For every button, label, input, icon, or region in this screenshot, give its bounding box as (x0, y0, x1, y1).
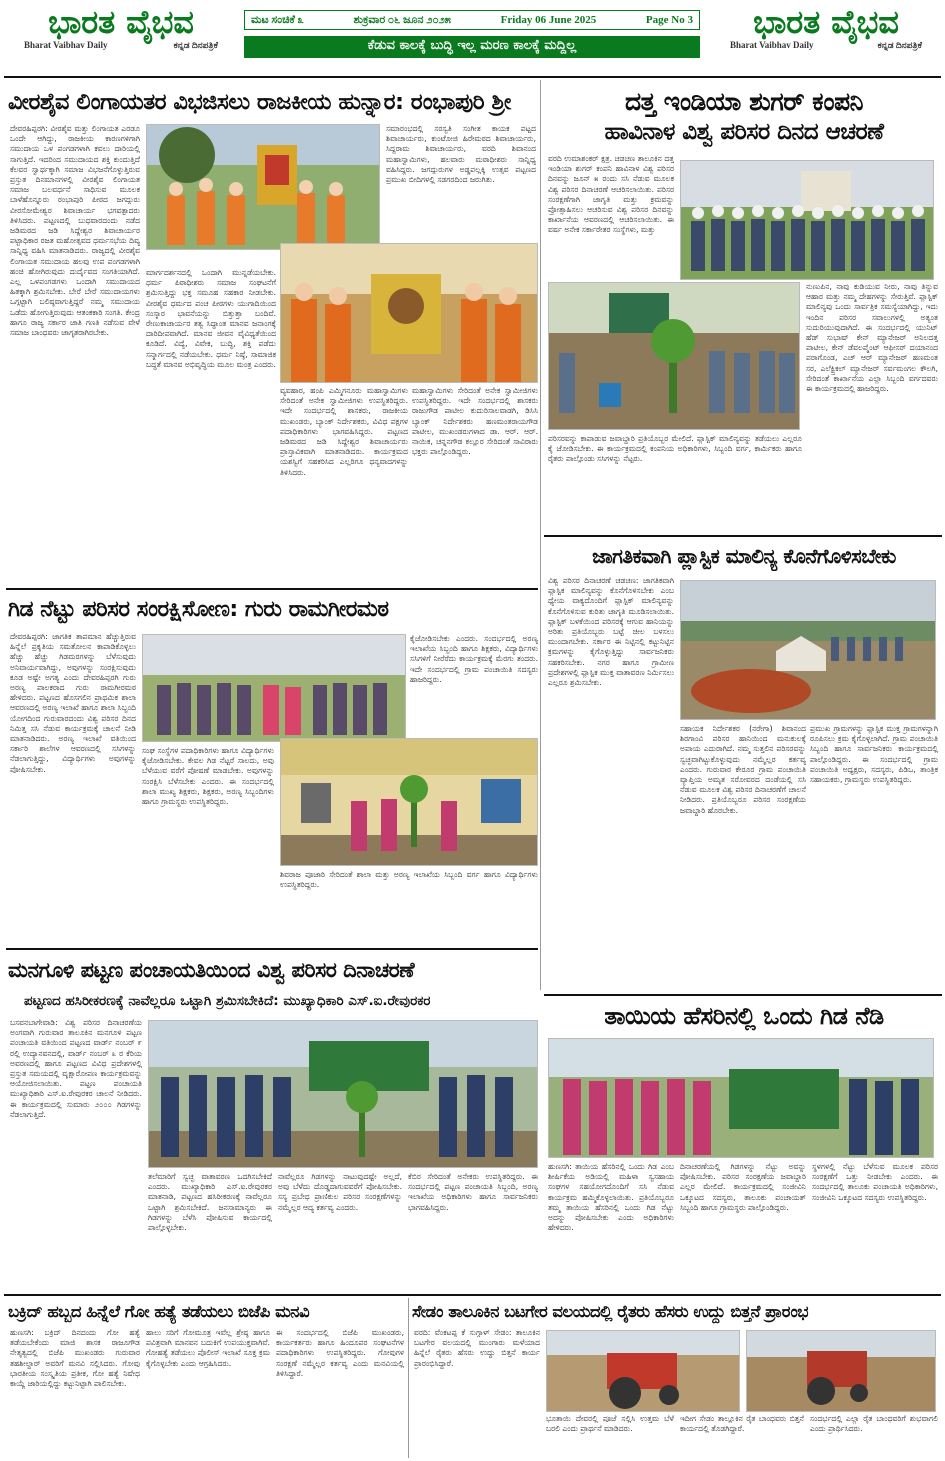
tractor-sowing-photo (546, 1330, 740, 1412)
lake-planting-image (681, 581, 936, 720)
article-body: ವರದಿ ಉಮಾಶಂಕರ್ ಕ್ಷತ್ರ. ಚಡಚಣ ತಾಲೂಕಿನ ದತ್ತ ಇಂಡಿಯಾ ಶುಗರ್ ಕಂಪನಿ ಹಾವಿನಾಳ ವಿಶ್ವ ಪರಿಸರ ದಿನವನ್ನು ಜೂನ್ ೫ ರಂದು ಸಸಿ ನೆಡುವ ಮೂಲಕ ವಿಶ್ವ ಪರಿಸರ ದಿನಾಚರಣೆ ಆಚರಿಸಲಾಯಿತು. ಪರಿಸರ ಸಂರಕ್ಷಣೆಗಾಗಿ ಜಾಗೃತಿ ಮತ್ತು ಕ್ರಮವನ್ನು ಪ್ರೋತ್ಸಾಹಿಸಲು ಆಚರಿಸುವ ವಿಶ್ವ ಪರಿಸರ ದಿನವನ್ನು ಕಾರ್ಖಾನೆಯ ಆವರಣದಲ್ಲಿ ಆಚರಿಸಲಾಯಿತು. ಈ ವರ್ಷ ಅನೇಕ ಸರ್ಕಾರೇತರ ಸಂಸ್ಥೆಗಳು, ಮತ್ತು (548, 154, 674, 235)
article-body: ನುಣುಪಿನ, ನಾವು ಕುಡಿಯುವ ನೀರು, ನಾವು ತಿನ್ನುವ ಆಹಾರ ಮತ್ತು ನಮ್ಮ ದೇಹಗಳನ್ನು ಸೇರುತ್ತಿವೆ. ಪ್ಲಾಸ್ಟಿಕ್ ಮಾಲಿನ್ಯವು ಒಂದು ಸಾರ್ವತ್ರಿಕ ಸಮಸ್ಯೆಯಾಗಿದ್ದು, ಇದು ಇಂದಿನ ಪರಿಸರ ಸವಾಲುಗಳಲ್ಲಿ ಅತ್ಯಂತ ಸುದುರಿಯುವುದಾಗಿದೆ. ಈ ಸಂದರ್ಭದಲ್ಲಿ ಯುನಿಟ್ ಹೆಡ್ ಸುಭಾಷ್ ಕೇನ್ ಮ್ಯಾನೇಜರ್ ಅನಿಲದತ್ತ ಪಾಟೀಲ, ಕೇನ್ ಡೆವಲಪ್ಮೆಂಟ್ ಆಫೀಸರ್ ದಯಾನಂದ ಪರಾಗೊಂಡ, ಎಚ್ ಆರ್ ಮ್ಯಾನೇಜರ್ ಹಣಮಂತ ಸರ, ಎಲೆಕ್ಟ್ರಿಕಲ್ ಮ್ಯಾನೇಜರ್ ಸರ್ವಮಂಗಲ ಕೌಲಗಿ, ಸೇರಿದಂತೆ ಕಾರ್ಖಾನೆಯ ಎಲ್ಲಾ ಸಿಬ್ಬಂದಿ ವರ್ಗದವರು ಈ ಕಾರ್ಯಕ್ರಮದಲ್ಲಿ ಹಾಜರಿದ್ದರು. (806, 282, 938, 394)
article-body: ತಲೆಮಾರಿಗೆ ಸ್ವಚ್ಛ ವಾತಾವರಣ ಒದಗಿಸಬೇಕಿದೆ ಎಂದರು. ಮುಖ್ಯಾಧಿಕಾರಿ ಎಸ್.ಐ.ರೇವುರಕರ ಮಾತನಾಡಿ, ಪಟ್ಟಣದ ಹಸಿರೀಕರಣಕ್ಕೆ ನಾವೆಲ್ಲರೂ ಒಟ್ಟಾಗಿ ಶ್ರಮಿಸಬೇಕಿದೆ. ಜನಸಾಮಾನ್ಯರು ಈ ಗಿಡಗಳನ್ನು ಬೆಳೆಸಿ ಪೋಷಿಸುವ ಕಾರ್ಯದಲ್ಲಿ ಪಾಲ್ಗೊಳ್ಳಬೇಕು. (148, 1172, 272, 1233)
article-body: ಇದೀಗ ಸೇಡಂ ತಾಲ್ಲೂಕಿನ ರೈತ ಬಾಂಧವರು ಬಿತ್ತನೆ ಕಾರ್ಯದಲ್ಲಿ ತೊಡಗಿದ್ದಾರೆ. (680, 1414, 804, 1434)
procession-photo (146, 124, 380, 250)
article-body: ಈ ಸಂದರ್ಭದಲ್ಲಿ ಬಿಜೆಪಿ ಮುಖಂಡರು, ಕಾರ್ಯಕರ್ತರು ಹಾಗೂ ಹಿಂದೂಪರ ಸಂಘಟನೆಗಳ ಪದಾಧಿಕಾರಿಗಳು ಉಪಸ್ಥಿತರಿದ್ದರು. ಗೋವುಗಳ ಸಂರಕ್ಷಣೆ ನಮ್ಮೆಲ್ಲರ ಕರ್ತವ್ಯ ಎಂದು ಮನವಿಯಲ್ಲಿ ತಿಳಿಸಿದ್ದಾರೆ. (276, 1328, 404, 1378)
tree-planting-image (549, 283, 800, 430)
section-rule (544, 535, 942, 537)
article-body: ಮಹಾಸ್ವಾಮಿಗಳು ಸೇರಿದಂತೆ ಅನೇಕ ಸ್ವಾಮೀಜಿಗಳು ಉಪಸ್ಥಿತರಿದ್ದರು. ಇದೇ ಸಂದರ್ಭದಲ್ಲಿ ಶಾಸಕರು ರಾಜುಗೌಡ ಪಾಟೀಲ ಕುದುರಿಸಾಲವಾಡಗಿ, ಡಿಸಿಸಿ ಬ್ಯಾಂಕ್ ನಿರ್ದೇಶಕರು ಹಣಮಂತರಾಯಗೌಡ ಪಾಟೀಲ, ಮುಖಂಡರುಗಳಾದ ಡಾ. ಆರ್. ಆರ್. ನಾಯಿಕ, ಚನ್ನನಗೌಡ ಕಲ್ಲೂರ ಸೇರಿದಂತೆ ಸಾವಿರಾರು ಭಕ್ತರು ಪಾಲ್ಗೊಂಡಿದ್ದರು. (412, 386, 538, 457)
article-body: ದಿನಾಚರಣೆಯಲ್ಲಿ ಗಿಡಗಳನ್ನು ನೆಟ್ಟು ಅವನ್ನು ಪೋಷಿಸಬೇಕು. ಪರಿಸರ ಸಂರಕ್ಷಣೆಯ ಜವಾಬ್ದಾರಿ ಎಲ್ಲರ ಮೇಲಿದೆ. ಕಾರ್ಯಕ್ರಮದಲ್ಲಿ ಸಂಜೀವಿನಿ ಒಕ್ಕೂಟದ ಸದಸ್ಯರು, ತಾಲೂಕು ಪಂಚಾಯತ್ ಸಿಬ್ಬಂದಿ ಹಾಗೂ ಗ್ರಾಮಸ್ಥರು ಪಾಲ್ಗೊಂಡಿದ್ದರು. (680, 1162, 806, 1212)
environment-day-group-photo (680, 160, 934, 280)
article-body: ಹಾಲು ಸರಿಗೆ ಗೋಮೂತ್ರ ಇವೆಲ್ಲ ಶ್ರೇಷ್ಠ ಹಾಗೂ ಪವಿತ್ರವಾಗಿ ಮಾನವನ ಬದುಕಿಗೆ ಉಪಯುಕ್ತವಾಗಿವೆ. ಗೋಹತ್ಯೆ ತಡೆಯಲು ಪೊಲೀಸ್ ಇಲಾಖೆ ಸೂಕ್ತ ಕ್ರಮ ಕೈಗೊಳ್ಳಬೇಕು ಎಂದು ಆಗ್ರಹಿಸಿದರು. (146, 1328, 270, 1368)
article-body: ಹುಣಸಗಿ: ತಾಯಿಯ ಹೆಸರಿನಲ್ಲಿ ಒಂದು ಗಿಡ ಎಂಬ ಶೀರ್ಷಿಕೆಯ ಅಡಿಯಲ್ಲಿ ಮಹಿಳಾ ಸ್ವಸಹಾಯ ಸಂಘಗಳ ಸಹಯೋಗದೊಂದಿಗೆ ಸಸಿ ನೆಡುವ ಕಾರ್ಯಕ್ರಮ ಹಮ್ಮಿಕೊಳ್ಳಲಾಯಿತು. ಪ್ರತಿಯೊಬ್ಬರೂ ತಮ್ಮ ತಾಯಿಯ ಹೆಸರಿನಲ್ಲಿ ಒಂದು ಗಿಡ ನೆಟ್ಟು ಅದನ್ನು ಪೋಷಿಸಬೇಕು ಎಂದು ಅಧಿಕಾರಿಗಳು ಹೇಳಿದರು. (548, 1162, 674, 1233)
article-body: ಮಾರ್ಗದರ್ಶನದಲ್ಲಿ ಒಂದಾಗಿ ಮುನ್ನಡೆಯಬೇಕು. ಧರ್ಮ ಪಿಠಾಧೀಶರು ಸಮಾಜ ಸಂಘಟನೆಗೆ ಶ್ರಮಿಸುತ್ತಿದ್ದು ಭಕ್ತ ಸಮೂಹ ಸಹಕಾರ ನೀಡಬೇಕು. ವೀರಶೈವ ಧರ್ಮದ ಪಂಚ ಪೀಠಗಳು ಯುಗಾದಿಯಿಂದ ಸಂಸ್ಕಾರ ಭಾವನೆಯನ್ನು ಬಿತ್ತುತ್ತಾ ಬಂದಿವೆ. ರೇಣುಕಾಚಾರ್ಯರ ತತ್ವ ಸಿದ್ಧಾಂತ ಮಾನವ ಜನಾಂಗಕ್ಕೆ ದಾರಿದೀಪವಾಗಿದೆ. ಮಾನವ ಜೀವನ ವೈವಿಧ್ಯತೆಯಿಂದ ಕೂಡಿದೆ. ವಿದ್ಯೆ, ವಿವೇಕ, ಬುದ್ಧಿ, ಶಕ್ತಿ ಪಡೆದು ಸನ್ಮಾರ್ಗದಲ್ಲಿ ನಡೆಯಬೇಕು. ಧರ್ಮ ನಿಷ್ಠೆ, ಸಾಮಾಜಿಕ ಬದ್ಧತೆ ಮಾನವ ಅಭಿವೃದ್ಧಿಯ ಮೂಲ ಮಂತ್ರ ಎಂದರು. (146, 268, 276, 369)
article-body: ಸಮಾರಂಭದಲ್ಲಿ ಸರಸ್ವತಿ ಸಂಗೀತ ಕಾಯಕ ಪಟ್ಟದ ಶಿವಾಚಾರ್ಯರು, ಕುಂಟೋಜಿ ಹಿರೇಮಠದ ಶಿವಾಚಾರ್ಯರು, ಸಿದ್ದರಾಮ ಶಿವಾಚಾರ್ಯರು, ವರದಿ ಶಿವಾನಂದ ಮಹಾಸ್ವಾಮಿಗಳು, ಹಲವಾರು ಮಠಾಧೀಶರು ಸಾನ್ನಿಧ್ಯ ವಹಿಸಿದ್ದರು. ಜಗದ್ಗುರುಗಳ ಅಡ್ಡಪಲ್ಲಕ್ಕಿ ಉತ್ಸವ ಪಟ್ಟಣದ ಪ್ರಮುಖ ಬೀದಿಗಳಲ್ಲಿ ಸಡಗರದಿಂದ ಜರುಗಿತು. (386, 124, 536, 185)
masthead-left (6, 4, 236, 70)
article-body: ನಾವೆಲ್ಲರೂ ಗಿಡಗಳನ್ನು ನಾಟುವುದಷ್ಟೇ ಅಲ್ಲದೆ, ಅವು ಬೆಳೆದು ದೊಡ್ಡದಾಗುವವರೆಗೆ ಪೋಷಿಸಬೇಕು. ಸಸ್ಯ ಪ್ರಬೇಧ ಪ್ರಾಣಿಕುಲ ಪರಿಸರ ಸಂರಕ್ಷಣೆಗಳನ್ನು ನಮ್ಮೆಲ್ಲರ ಆದ್ಯ ಕರ್ತವ್ಯ ಎಂದರು. (278, 1172, 402, 1212)
article-headline: ಮನಗೂಳಿ ಪಟ್ಟಣ ಪಂಚಾಯತಿಯಿಂದ ವಿಶ್ವ ಪರಿಸರ ದಿನಾಚರಣೆ (8, 958, 415, 982)
article-body: ಸಹಾಯಕ ನಿರ್ದೇಶಕರ (ನರೇಗಾ) ಶಿವಾನಂದ ಶಿರಗಾಂವಿ ಪರಿಸರ ಹಾನಿಯಿಂದ ಮನುಕುಲಕ್ಕೆ ಅಪಾಯ ಎದುರಾಗಿದೆ. ನಮ್ಮ ಸುತ್ತಲಿನ ಪರಿಸರವನ್ನು ಸ್ವಚ್ಛವಾಗಿಟ್ಟುಕೊಳ್ಳುವುದು ನಮ್ಮೆಲ್ಲರ ಕರ್ತವ್ಯ ಎಂದರು. ಗುರುವಾರ ಕೇರೂರ ಗ್ರಾಮ ಪಂಚಾಯಿತಿ ವ್ಯಾಪ್ತಿಯ ಅಮೃತ ಸರೋವರದ ದಂಡೆಯಲ್ಲಿ ಸಸಿ ನೆಡುವ ಮೂಲಕ ವಿಶ್ವ ಪರಿಸರ ದಿನಾಚರಣೆಗೆ ಚಾಲನೆ ನೀಡಿದರು. ಪ್ರತಿಯೊಬ್ಬರೂ ಪರಿಸರ ಸಂರಕ್ಷಣೆಯ ಜವಾಬ್ದಾರಿ ಹೊರಬೇಕು. (680, 724, 806, 815)
school-planting-photo (280, 738, 538, 866)
article-body: ಭೂತಾಯಿ ದೇವರಲ್ಲಿ ಪೂಜೆ ಸಲ್ಲಿಸಿ ಉತ್ತಮ ಬೆಳೆ ಬರಲಿ ಎಂದು ಪ್ರಾರ್ಥನೆ ಮಾಡಿದರು. (546, 1414, 674, 1434)
tractor-field-image (747, 1331, 936, 1412)
lake-planting-photo (680, 580, 936, 720)
article-headline: ದತ್ತ ಇಂಡಿಯಾ ಶುಗರ್ ಕಂಪನಿ (624, 87, 864, 116)
article-body: ಸ್ಥಳಗಳಲ್ಲಿ ನೆಟ್ಟು ಬೆಳೆಸುವ ಮೂಲಕ ಪರಿಸರ ಸಂರಕ್ಷಣೆಗೆ ಒತ್ತು ನೀಡಬೇಕು ಎಂದರು. ಈ ಸಂದರ್ಭದಲ್ಲಿ ತಾಲೂಕು ಪಂಚಾಯತಿ ಅಧಿಕಾರಿಗಳು, ಸಂಜೀವಿನಿ ಒಕ್ಕೂಟದ ಸದಸ್ಯರು ಉಪಸ್ಥಿತರಿದ್ದರು. (812, 1162, 938, 1202)
panchayat-planting-image (149, 1021, 538, 1168)
tractor-sowing-image (547, 1331, 740, 1412)
tractor-field-photo (746, 1330, 936, 1412)
stage-photo (280, 243, 538, 383)
article-headline: ತಾಯಿಯ ಹೆಸರಿನಲ್ಲಿ ಒಂದು ಗಿಡ ನೆಡಿ (604, 1002, 884, 1030)
slogan-bar: ಕೆಡುವ ಕಾಲಕ್ಕೆ ಬುದ್ಧಿ ಇಲ್ಲ ಮರಣ ಕಾಲಕ್ಕೆ ಮದ್ದಿಲ್ಲ (244, 36, 700, 58)
stage-photo-image (281, 244, 538, 383)
article-body: ದೇವರಹಿಪ್ಪರಗಿ: ವೀರಶೈವ ಮತ್ತು ಲಿಂಗಾಯತ ಎರಡೂ ಒಂದೇ ಆಗಿದ್ದು, ರಾಜಕೀಯ ಕಾರಣಗಳಿಗಾಗಿ ಸಮುದಾಯ ಒಳ ಪಂಗಡಗಳಾಗಿ ಕವಲು ದಾರಿಯಲ್ಲಿ ಸಾಗುತ್ತಿದೆ. ಇದರಿಂದ ಸಮುದಾಯದ ಶಕ್ತಿ ಕುಂದುತ್ತಿದೆ ಕೆಲವರ ಸ್ವಾರ್ಥಕ್ಕಾಗಿ ಸಮಾಜ ವಿಭಜನೆಗೊಳ್ಳುತ್ತಿರುವ ಪ್ರಸ್ತುತ ದಿನಮಾನಗಳಲ್ಲಿ ವೀರಶೈವ ಲಿಂಗಾಯತ ಸಮಾಜ ಬಲವರ್ಧನೆ ಸಾಧಿಸುವ ಮೂಲಕ ಬಾಳೆಹೊನ್ನೂರು ರಂಭಾಪುರಿ ಪೀಠದ ಜಗದ್ಗುರು ವೀರಸೋಮೇಶ್ವರ ಶಿವಾಚಾರ್ಯ ಭಗವತ್ಪಾದರು ತಿಳಿಸಿದರು. ಪಟ್ಟಣದಲ್ಲಿ ಬುಧವಾರದಂದು ನಡೆದ ಜಡಿಮಠದ ಜಡಿ ಸಿದ್ದೇಶ್ವರ ಶಿವಾಚಾರ್ಯರ ಪಟ್ಟಾಧಿಕಾರ ರಜತ ಮಹೋತ್ಸವದ ಧರ್ಮಸಭೆಯ ದಿವ್ಯ ಸಾನ್ನಿಧ್ಯ ವಹಿಸಿ ಮಾತನಾಡಿದರು. ರಾಜ್ಯದಲ್ಲಿ ವೀರಶೈವ ಲಿಂಗಾಯತ ಸಮುದಾಯ ಹಲವು ಉಪ ಪಂಗಡಗಳಾಗಿ ಹಂಚಿ ಹೋಗಿರುವುದು ದುರ್ದೈವದ ಸಂಗತಿಯಾಗಿದೆ. ಎಲ್ಲ ಒಳಪಂಗಡಗಳು ಒಂದಾಗಿ ಸಮುದಾಯದ ಹಿತಕ್ಕಾಗಿ ಶ್ರಮಿಸಬೇಕು. ಬೇರೆ ಬೇರೆ ಸಮುದಾಯಗಳು ಒಗ್ಗಟ್ಟಾಗಿ ಬಲಿಷ್ಠವಾಗುತ್ತಿದ್ದರೆ ನಮ್ಮ ಸಮುದಾಯ ಒಡೆದು ಹೋಗುತ್ತಿರುವುದು ಆತಂಕಕಾರಿ ಸಂಗತಿ. ಕೇಂದ್ರ ಹಾಗೂ ರಾಜ್ಯ ಸರ್ಕಾರ ಜಾತಿ ಗಣತಿ ನಡೆಸುವ ವೇಳೆ ಸಮಾಜ ಬಾಂಧವರು ಜಾಗೃತರಾಗಿರಬೇಕು. (10, 124, 140, 338)
issue-meta-bar (244, 10, 700, 30)
mother-tree-image (549, 1039, 934, 1158)
masthead-tagline-kn: ಕನ್ನಡ ದಿನಪತ್ರಿಕೆ (173, 40, 218, 50)
page-number: Page No 3 (645, 14, 693, 26)
section-rule (544, 994, 942, 996)
masthead-tagline-en: Bharat Vaibhav Daily (24, 40, 108, 50)
article-headline: ಬಕ್ರಿದ್ ಹಬ್ಬದ ಹಿನ್ನೆಲೆ ಗೋ ಹತ್ಯೆ ತಡೆಯಲು ಬಿಜೆಪಿ ಮನವಿ (8, 1302, 310, 1321)
section-rule (6, 588, 538, 590)
section-rule (4, 1294, 941, 1296)
article-headline: ವೀರಶೈವ ಲಿಂಗಾಯತರ ವಿಭಜಿಸಲು ರಾಜಕೀಯ ಹುನ್ನಾರ: ರಂಭಾಪುರಿ ಶ್ರೀ (8, 89, 511, 115)
article-body: ವರದಿ: ವೆಂಕಟಪ್ಪ ಕೆ ಸುಗ್ಗಾಳ್ ಸೇಡಂ: ತಾಲೂಕಿನ ಬಟಗೇರ ವಲಯದಲ್ಲಿ ಮುಂಗಾರು ಮಳೆಯಾದ ಹಿನ್ನೆಲೆ ರೈತರು ಹೆಸರು ಉದ್ದು ಬಿತ್ತನೆ ಕಾರ್ಯ ಪ್ರಾರಂಭಿಸಿದ್ದಾರೆ. (414, 1328, 540, 1368)
article-body: ಪರಿಸರವನ್ನು ಕಾಪಾಡುವ ಜವಾಬ್ದಾರಿ ಪ್ರತಿಯೊಬ್ಬರ ಮೇಲಿದೆ. ಪ್ಲಾಸ್ಟಿಕ್ ಮಾಲಿನ್ಯವನ್ನು ತಡೆಯಲು ಎಲ್ಲರೂ ಕೈ ಜೋಡಿಸಬೇಕು. ಈ ಕಾರ್ಯಕ್ರಮದಲ್ಲಿ ಕಂಪನಿಯ ಅಧಿಕಾರಿಗಳು, ಸಿಬ್ಬಂದಿ ವರ್ಗ, ಕಾರ್ಮಿಕರು ಹಾಗೂ ರೈತರು ಪಾಲ್ಗೊಂಡು ಸಸಿಗಳನ್ನು ನೆಟ್ಟರು. (548, 434, 802, 464)
school-planting-image (281, 739, 538, 866)
article-body: ಪ್ರಮುಖ ಗ್ರಾಮಗಳನ್ನು ಪ್ಲಾಸ್ಟಿಕ ಮುಕ್ತ ಗ್ರಾಮಗಳನ್ನಾಗಿ ರೂಪಿಸಲು ಕ್ರಮ ಕೈಗೊಳ್ಳಲಾಗಿದೆ. ಗ್ರಾಮ ಪಂಚಾಯಿತಿ ಸಿಬ್ಬಂದಿ ಹಾಗೂ ಸಾರ್ವಜನಿಕರು ಕಾರ್ಯಕ್ರಮದಲ್ಲಿ ಪಾಲ್ಗೊಂಡಿದ್ದರು. ಈ ಸಂದರ್ಭದಲ್ಲಿ ಗ್ರಾಮ ಪಂಚಾಯಿತಿ ಅಧ್ಯಕ್ಷರು, ಸದಸ್ಯರು, ಪಿಡಿಒ, ತಾಂತ್ರಿಕ ಸಹಾಯಕರು, ಗ್ರಾಮಸ್ಥರು ಉಪಸ್ಥಿತರಿದ್ದರು. (810, 724, 938, 785)
article-subheadline: ಪಟ್ಟಣದ ಹಸಿರೀಕರಣಕ್ಕೆ ನಾವೆಲ್ಲರೂ ಒಟ್ಟಾಗಿ ಶ್ರಮಿಸಬೇಕಿದೆ: ಮುಖ್ಯಾಧಿಕಾರಿ ಎಸ್.ಐ.ರೇವುರಕರ (24, 993, 431, 1009)
procession-photo-image (147, 125, 380, 250)
article-body: ಕೆಬಿರ ಸೇರಿದಂತೆ ಅನೇಕರು ಉಪಸ್ಥಿತರಿದ್ದರು. ಈ ಸಂದರ್ಭದಲ್ಲಿ ಪಟ್ಟಣ ಪಂಚಾಯತಿ ಸಿಬ್ಬಂದಿ, ಅರಣ್ಯ ಇಲಾಖೆಯ ಅಧಿಕಾರಿಗಳು ಹಾಗೂ ಸಾರ್ವಜನಿಕರು ಭಾಗವಹಿಸಿದ್ದರು. (408, 1172, 538, 1212)
masthead-tagline-en-right: Bharat Vaibhav Daily (730, 40, 814, 50)
mother-tree-photo (548, 1038, 934, 1158)
school-group-photo (142, 634, 406, 742)
school-group-image (143, 635, 406, 742)
issue-date-kn: ಶುಕ್ರವಾರ ೦೬ ಜೂನ ೨೦೨೫ (353, 13, 451, 26)
masthead-logo-right: ಭಾರತ ವೈಭವ (753, 3, 899, 41)
masthead-logo-left: ಭಾರತ ವೈಭವ (48, 3, 194, 41)
article-headline: ಸೇಡಂ ತಾಲೂಕಿನ ಬಟಗೇರ ವಲಯದಲ್ಲಿ ರೈತರು ಹೆಸರು ಉದ್ದು ಬಿತ್ತನೆ ಪ್ರಾರಂಭ (412, 1302, 809, 1321)
tree-planting-photo (548, 282, 800, 430)
article-body: ಬಸವನಬಾಗೇವಾಡಿ: ವಿಶ್ವ ಪರಿಸರ ದಿನಾಚರಣೆಯ ಅಂಗವಾಗಿ ಗುರುವಾರ ತಾಲೂಕಿನ ಮನಗೂಳಿ ಪಟ್ಟಣ ಪಂಚಾಯತಿ ವತಿಯಿಂದ ಪಟ್ಟಣದ ವಾರ್ಡ್ ನಂಬರ್ ೯ ರಲ್ಲಿ ಉದ್ಯಾನವನದಲ್ಲಿ, ವಾರ್ಡ್ ನಂಬರ್ ೩ ರ ಕೆರಿಯ ಅವರಣದಲ್ಲಿ ಹಾಗೂ ಪಟ್ಟಣದ ವಿವಿಧ ಪ್ರದೇಶಗಳಲ್ಲಿ ಪ್ರಸ್ತುತ ಸಮಯದಲ್ಲಿ ವೃಕ್ಷಾರೋಪಣ ಕಾರ್ಯಕ್ರಮವನ್ನು ಆಯೋಜಿಸಲಾಯಿತು. ಪಟ್ಟಣ ಪಂಚಾಯತಿ ಮುಖ್ಯಾಧಿಕಾರಿ ಎಸ್.ಐ.ರೇವುರಕರ ಚಾಲನೆ ನೀಡಿದರು. ಈ ಕಾರ್ಯಕ್ರಮದಲ್ಲಿ ಸುಮಾರು ೨೦೦೦ ಗಿಡಗಳನ್ನು ನೆಡಲಾಗುತ್ತಿದೆ. (10, 1018, 142, 1119)
section-rule (6, 948, 538, 950)
center-divider (540, 80, 541, 990)
article-body: ಹುಣಸಗಿ: ಬಕ್ರಿದ್ ದಿನದಂದು ಗೋ ಹತ್ಯೆ ತಡೆಯಬೇಕೆಂದು ಮಾಜಿ ಶಾಸಕ ರಾಜೂಗೌಡ ನೇತೃತ್ವದಲ್ಲಿ ಬಿಜೆಪಿ ಮುಖಂಡರು ಗುರುವಾರ ತಹಶೀಲ್ದಾರ್ ಅವರಿಗೆ ಮನವಿ ಸಲ್ಲಿಸಿದರು. ಗೋವು ಭಾರತೀಯ ಸಂಸ್ಕೃತಿಯ ಪ್ರತೀಕ, ಗೋ ಹತ್ಯೆ ನಿಷೇಧ ಕಾಯ್ದೆ ಜಾರಿಯಲ್ಲಿದ್ದು ಕಟ್ಟುನಿಟ್ಟಾಗಿ ಪಾಲಿಸಬೇಕು. (10, 1328, 140, 1389)
article-body: ಕೈಜೋಡಿಸಬೇಕು ಎಂದರು. ಸಂದರ್ಭದಲ್ಲಿ ಅರಣ್ಯ ಇಲಾಖೆಯ ಸಿಬ್ಬಂದಿ ಹಾಗೂ ಶಿಕ್ಷಕರು, ವಿದ್ಯಾರ್ಥಿಗಳು ಸಸಿಗಳಿಗೆ ನೀರೆರೆದು ಕಾರ್ಯಕ್ರಮಕ್ಕೆ ಮೆರಗು ತಂದರು. ಇದೇ ಸಂದರ್ಭದಲ್ಲಿ ಗ್ರಾಮ ಪಂಚಾಯಿತಿ ಸದಸ್ಯರು ಹಾಜರಿದ್ದರು. (410, 634, 538, 684)
article-headline: ಜಾಗತಿಕವಾಗಿ ಪ್ಲಾಸ್ಟಿಕ ಮಾಲಿನ್ಯ ಕೊನೆಗೊಳಿಸಬೇಕು (592, 544, 896, 568)
article-body: ವಿಶ್ವ ಪರಿಸರ ದಿನಾಚರಣೆ ಚಡಚಣ: ಜಾಗತಿಕವಾಗಿ ಪ್ಲಾಸ್ಟಿಕ ಮಾಲಿನ್ಯವನ್ನು ಕೊನೆಗೊಳಿಸಬೇಕು ಎಂಬ ಧ್ಯೇಯ ವಾಕ್ಯದೊಂದಿಗೆ ಪ್ಲಾಸ್ಟಿಕ್ ಮಾಲಿನ್ಯವನ್ನು ಕೊನೆಗೊಳಿಸುವ ಕುರಿತು ಜಾಗೃತಿ ಮೂಡಿಸಲಾಯಿತು. ಪ್ಲಾಸ್ಟಿಕ್ ಬಳಕೆಯಿಂದ ಪರಿಸರಕ್ಕೆ ಆಗುವ ಹಾನಿಯನ್ನು ಅರಿತು ಪ್ರತಿಯೊಬ್ಬರು ಬಟ್ಟೆ ಚೀಲ ಬಳಸಲು ಮುಂದಾಗಬೇಕು. ಸರ್ಕಾರ ಈ ನಿಟ್ಟಿನಲ್ಲಿ ಕಟ್ಟುನಿಟ್ಟಿನ ಕ್ರಮಗಳನ್ನು ಕೈಗೊಳ್ಳುತ್ತಿದ್ದು ಸಾರ್ವಜನಿಕರು ಸಹಕರಿಸಬೇಕು. ನಗರ ಹಾಗೂ ಗ್ರಾಮೀಣ ಪ್ರದೇಶಗಳಲ್ಲಿ ಪ್ಲಾಸ್ಟಿಕ ಮುಕ್ತ ವಾತಾವರಣ ನಿರ್ಮಿಸಲು ಎಲ್ಲರೂ ಶ್ರಮಿಸಬೇಕು. (548, 576, 674, 688)
article-headline: ಹಾವಿನಾಳ ವಿಶ್ವ ಪರಿಸರ ದಿನದ ಆಚರಣೆ (604, 119, 884, 145)
article-body: ವ್ಯವಹಾರ, ಹಂಪಿ ಎಮ್ಮಿಗನೂರು ಮಹಾಸ್ವಾಮಿಗಳು ಸೇರಿದಂತೆ ಅನೇಕ ಸ್ವಾಮೀಜಿಗಳು ಉಪಸ್ಥಿತರಿದ್ದರು. ಇದೇ ಸಂದರ್ಭದಲ್ಲಿ ಶಾಸಕರು, ರಾಜಕೀಯ ಮುಖಂಡರು, ಬ್ಯಾಂಕ್ ನಿರ್ದೇಶಕರು, ವಿವಿಧ ಪಕ್ಷಗಳ ಪದಾಧಿಕಾರಿಗಳು ಭಾಗವಹಿಸಿದ್ದರು. ಪಟ್ಟಣದ ಜಡಿಮಠದ ಜಡಿ ಸಿದ್ದೇಶ್ವರ ಶಿವಾಚಾರ್ಯರು ಪ್ರಾಸ್ತಾವಿಕವಾಗಿ ಮಾತನಾಡಿದರು. ಕಾರ್ಯಕ್ರಮದ ಯಶಸ್ವಿಗೆ ಸಹಕರಿಸಿದ ಎಲ್ಲರಿಗೂ ಧನ್ಯವಾದಗಳನ್ನು ತಿಳಿಸಿದರು. (280, 386, 408, 477)
masthead-rule (4, 76, 941, 78)
masthead-tagline-kn-right: ಕನ್ನಡ ದಿನಪತ್ರಿಕೆ (877, 40, 922, 50)
article-body: ಸಂಘ ಸಂಸ್ಥೆಗಳ ಪದಾಧಿಕಾರಿಗಳು ಹಾಗೂ ವಿದ್ಯಾರ್ಥಿಗಳು ಕೈಜೋಡಿಸಬೇಕು. ಕೇವಲ ಗಿಡ ನೆಟ್ಟರೆ ಸಾಲದು, ಅವು ಬೆಳೆಯುವ ವರೆಗೆ ಪೋಷಣೆ ಮಾಡಬೇಕು. ಅವುಗಳನ್ನು ಸಂರಕ್ಷಿಸಿ ಬೆಳೆಸಬೇಕು ಎಂದರು. ಈ ಸಂದರ್ಭದಲ್ಲಿ ಶಾಲಾ ಮುಖ್ಯ ಶಿಕ್ಷಕರು, ಶಿಕ್ಷಕರು, ಅರಣ್ಯ ಸಿಬ್ಬಂದಿಗಳು ಹಾಗೂ ಗ್ರಾಮಸ್ಥರು ಉಪಸ್ಥಿತರಿದ್ದರು. (142, 746, 274, 807)
issue-date-en: Friday 06 June 2025 (500, 14, 597, 26)
article-headline: ಗಿಡ ನೆಟ್ಟು ಪರಿಸರ ಸಂರಕ್ಷಿಸೋಣ: ಗುರು ರಾಮಗೀರಮಠ (8, 597, 389, 622)
masthead-right (712, 4, 940, 70)
bottom-divider (408, 1298, 409, 1458)
article-body: ಶಿವರಾಜ ಪೂಜಾರಿ ಸೇರಿದಂತೆ ಶಾಲಾ ಮತ್ತು ಅರಣ್ಯ ಇಲಾಖೆಯ ಸಿಬ್ಬಂದಿ ವರ್ಗ ಹಾಗೂ ವಿದ್ಯಾರ್ಥಿಗಳು ಉಪಸ್ಥಿತರಿದ್ದರು. (280, 870, 538, 890)
article-body: ಸಂದರ್ಭದಲ್ಲಿ ಎಲ್ಲಾ ರೈತ ಬಾಂಧವರಿಗೆ ಶುಭವಾಗಲಿ ಎಂದು ಪ್ರಾರ್ಥಿಸಿದರು. (810, 1414, 938, 1434)
panchayat-planting-photo (148, 1020, 538, 1168)
article-body: ದೇವರಹಿಪ್ಪರಗಿ: ಜಾಗತಿಕ ತಾಪಮಾನ ಹೆಚ್ಚುತ್ತಿರುವ ಹಿನ್ನೆಲೆ ಪ್ರಕೃತಿಯ ಸಮತೋಲನ ಕಾಪಾಡಿಕೊಳ್ಳಲು ಹೆಚ್ಚು ಹೆಚ್ಚು ಗಿಡಮರಗಳನ್ನು ಬೆಳೆಸುವುದು ಅನಿವಾರ್ಯವಾಗಿದ್ದು, ಅವುಗಳನ್ನು ಸಂರಕ್ಷಿಸುವುದು ಕೂಡ ಅಷ್ಟೇ ಅಗತ್ಯ ಎಂದು ದೇವರಹಿಪ್ಪರಗಿ ಗುರು ಅರಣ್ಯ ಪಾಲಕರಾದ ಗುರು ರಾಮಗೀರಮಠ ಹೇಳಿದರು. ಪಟ್ಟಣದ ಹೊಸಗಲಿನ ಪ್ರಾಥಮಿಕ ಶಾಲಾ ಆವರಣದಲ್ಲಿ ಅರಣ್ಯ ಇಲಾಖೆ ಹಾಗೂ ಶಾಲಾ ಸಿಬ್ಬಂದಿ ಯೋಗದಿಂದ ಗುರುವಾರದಂದು ವಿಶ್ವ ಪರಿಸರ ದಿನದ ನಿಮಿತ್ತ ಸಸಿ ನೆಡುವ ಕಾರ್ಯಕ್ರಮಕ್ಕೆ ಚಾಲನೆ ನೀಡಿ ಮಾತನಾಡಿದರು. ಅರಣ್ಯ ಇಲಾಖೆ ವತಿಯಿಂದ ಸರ್ಕಾರಿ ಶಾಲೆಗಳ ಆವರಣದಲ್ಲಿ ಸಸಿಗಳನ್ನು ನೆಡಲಾಗುತ್ತಿದ್ದು, ವಿದ್ಯಾರ್ಥಿಗಳು ಅವುಗಳನ್ನು ಪೋಷಿಸಬೇಕು. (10, 632, 136, 774)
group-photo-image (681, 161, 934, 280)
issue-volume: ಮಟ ಸಂಚಿಕೆ ೩ (251, 13, 304, 26)
